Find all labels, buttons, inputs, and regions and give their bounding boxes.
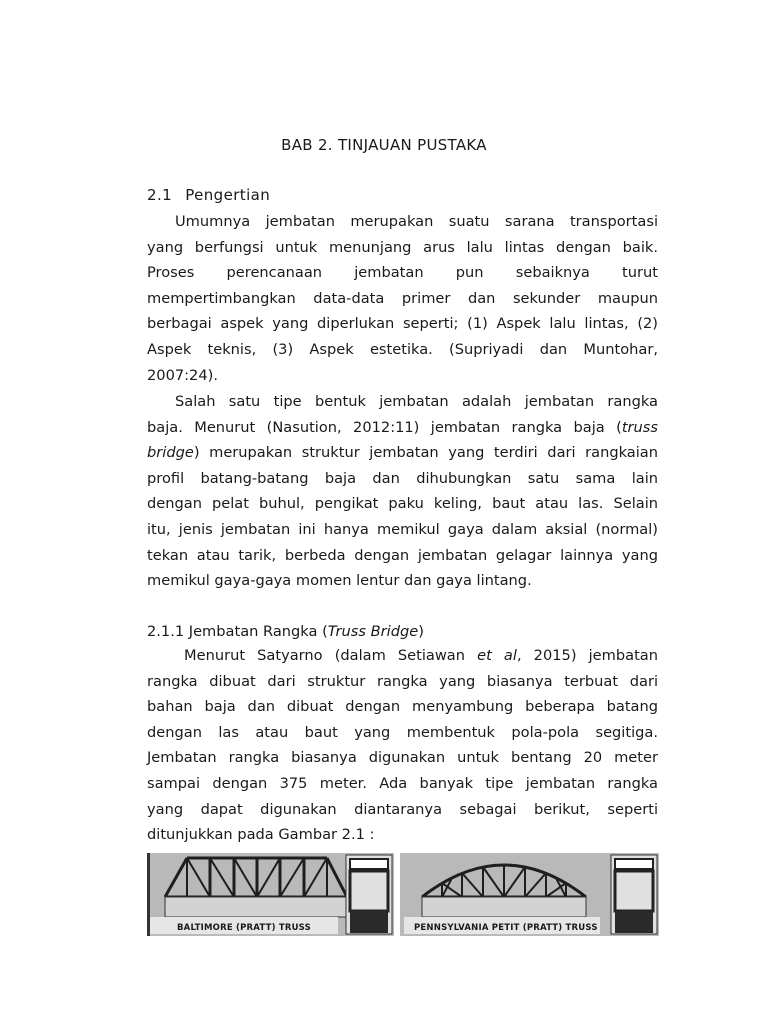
paragraph-line: rangka dibuat dari struktur rangka yang biasanya terbuat dari [147, 672, 658, 690]
paragraph-line: Salah satu tipe bentuk jembatan adalah jembatan rangka [175, 393, 658, 410]
paragraph-line: yang dapat digunakan diantaranya sebagai berikut, seperti [147, 800, 658, 818]
paragraph-definition [147, 209, 658, 388]
paragraph-line: 2007:24). [147, 366, 218, 384]
paragraph-line: berbagai aspek yang diperlukan seperti; (1) Aspek lalu lintas, (2) [147, 315, 658, 333]
subsection-heading [147, 619, 424, 644]
paragraph-line: Umumnya jembatan merupakan suatu sarana transportasi [175, 213, 658, 230]
text-run: , 2015) jembatan [516, 647, 658, 664]
paragraph-line: yang berfungsi untuk menunjang arus lalu lintas dengan baik. [147, 238, 658, 256]
paragraph-line: tekan atau tarik, berbeda dengan jembatan gelagar lainnya yang [147, 546, 658, 564]
figure-truss-types [147, 853, 659, 938]
paragraph-line: profil batang-batang baja dan dihubungkan satu sama lain [147, 469, 658, 487]
paragraph-line: memikul gaya-gaya momen lentur dan gaya lintang. [147, 572, 532, 590]
baltimore-truss-image [147, 853, 394, 936]
paragraph-line [147, 440, 658, 466]
pennsylvania-truss-drawing [400, 853, 659, 936]
paragraph-truss-detail [147, 643, 658, 848]
text-run: ) merupakan struktur jembatan yang terdiri dari rangkaian [193, 444, 658, 462]
text-run: 2.1.1 Jembatan Rangka ( [147, 623, 328, 640]
pennsylvania-caption: PENNSYLVANIA PETIT (PRATT) TRUSS [414, 923, 598, 933]
paragraph-line: Proses perencanaan jembatan pun sebaiknya turut [147, 264, 658, 282]
paragraph-line: dengan pelat buhul, pengikat paku keling, baut atau las. Selain [147, 495, 658, 513]
pennsylvania-truss-image [400, 853, 659, 936]
section-number: 2.1 [147, 186, 173, 204]
text-run: ) [418, 623, 424, 640]
paragraph-line: ditunjukkan pada Gambar 2.1 : [147, 826, 375, 844]
chapter-title: BAB 2. TINJAUAN PUSTAKA [281, 136, 487, 154]
paragraph-line [147, 643, 658, 669]
section-heading [147, 186, 270, 204]
paragraph-line: mempertimbangkan data-data primer dan sekunder maupun [147, 289, 658, 307]
paragraph-line: itu, jenis jembatan ini hanya memikul gaya dalam aksial (normal) [147, 520, 658, 538]
paragraph-line: sampai dengan 375 meter. Ada banyak tipe jembatan rangka [147, 774, 658, 792]
paragraph-line: bahan baja dan dibuat dengan menyambung beberapa batang [147, 698, 658, 716]
paragraph-line: dengan las atau baut yang membentuk pola-pola segitiga. [147, 723, 658, 741]
text-run: Menurut Satyarno (dalam Setiawan [184, 647, 478, 664]
text-run: baja. Menurut (Nasution, 2012:11) jembatan rangka baja ( [147, 418, 622, 436]
italic-term: bridge [147, 444, 194, 462]
section-title: Pengertian [185, 186, 271, 204]
italic-term: Truss Bridge [327, 623, 419, 640]
paragraph-line: Aspek teknis, (3) Aspek estetika. (Supriyadi dan Muntohar, [147, 340, 658, 358]
italic-term: et al [477, 647, 517, 664]
italic-term: truss [621, 418, 658, 436]
paragraph-truss-intro [147, 389, 658, 594]
paragraph-line: Jembatan rangka biasanya digunakan untuk bentang 20 meter [147, 749, 658, 767]
baltimore-caption: BALTIMORE (PRATT) TRUSS [177, 923, 311, 933]
baltimore-truss-drawing [147, 853, 394, 936]
paragraph-line [147, 415, 658, 441]
